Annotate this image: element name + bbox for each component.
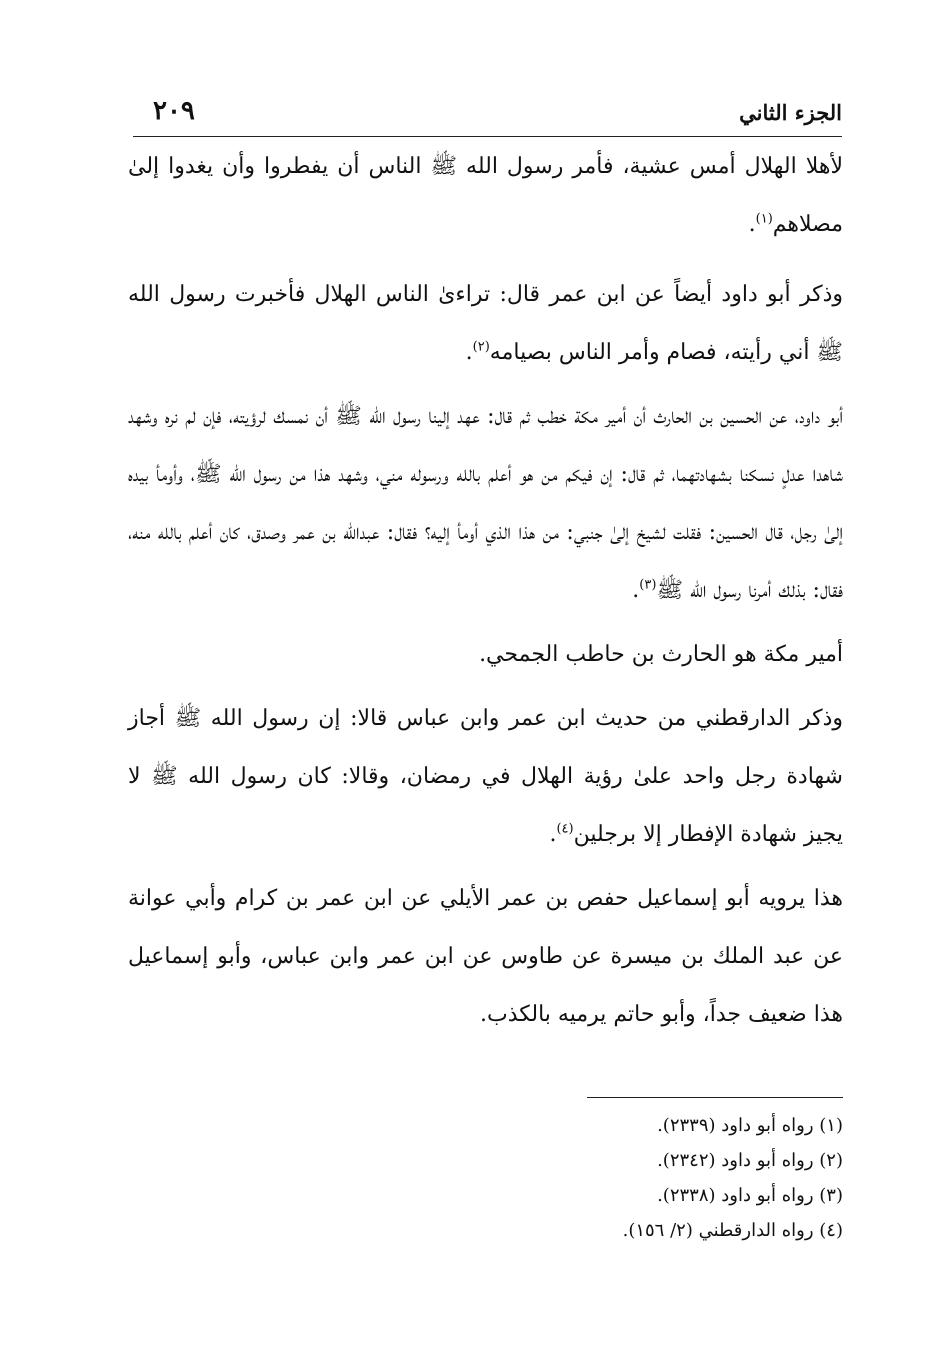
running-head: الجزء الثاني bbox=[739, 100, 842, 125]
page-number: ٢٠٩ bbox=[153, 96, 195, 126]
paragraph-text: هذا يرويه أبو إسماعيل حفص بن عمر الأيلي عن ابن عمر بن كرام وأبي عوانة عن عبد الملك بن ميسرة عن طاوس عن ابن عمر وابن عباس، وأبو إسماعيل هذا ضعيف جداً، وأبو حاتم يرميه بالكذب. bbox=[128, 886, 843, 1027]
page-header bbox=[133, 92, 842, 137]
footnote-separator bbox=[587, 1097, 843, 1098]
footnote-ref: (١) bbox=[755, 211, 773, 227]
paragraph-tail: . bbox=[632, 578, 640, 603]
paragraph bbox=[128, 138, 843, 254]
paragraph-tail: . bbox=[465, 340, 473, 365]
paragraph bbox=[128, 690, 843, 864]
paragraph-text: وذكر أبو داود أيضاً عن ابن عمر قال: تراءىٰ الناس الهلال فأخبرت رسول الله ﷺ أني رأيته، فصام وأمر الناس بصيامه bbox=[128, 282, 843, 365]
footnote-ref: (٤) bbox=[556, 821, 574, 837]
footnotes bbox=[323, 1108, 843, 1248]
footnote-ref: (٣) bbox=[639, 577, 657, 593]
footnote: (٢) رواه أبو داود (٢٣٤٢). bbox=[657, 1150, 843, 1171]
footnote: (٣) رواه أبو داود (٢٣٣٨). bbox=[657, 1185, 843, 1206]
paragraph bbox=[128, 626, 843, 684]
paragraph-text: وذكر الدارقطني من حديث ابن عمر وابن عباس قالا: إن رسول الله ﷺ أجاز شهادة رجل واحد علىٰ رؤية الهلال في رمضان، وقالا: كان رسول الله ﷺ لا يجيز شهادة الإفطار إلا برجلين bbox=[128, 706, 843, 847]
footnote: (٤) رواه الدارقطني (٢/ ١٥٦). bbox=[622, 1220, 843, 1241]
paragraph bbox=[128, 266, 843, 382]
paragraph bbox=[128, 870, 843, 1044]
paragraph-tail: . bbox=[748, 212, 756, 237]
paragraph bbox=[128, 388, 843, 620]
paragraph-text: لأهلا الهلال أمس عشية، فأمر رسول الله ﷺ الناس أن يفطروا وأن يغدوا إلىٰ مصلاهم bbox=[128, 154, 843, 237]
paragraph-tail: . bbox=[549, 822, 557, 847]
footnote-ref: (٢) bbox=[472, 339, 490, 355]
body-text bbox=[128, 138, 843, 1050]
paragraph-text: أبو داود، عن الحسين بن الحارث أن أمير مكة خطب ثم قال: عهد إلينا رسول الله ﷺ أن نمسك لرؤيته، فإن لم نره وشهد شاهدا عدلٍ نسكنا بشهادتهما، ثم قال: إن فيكم من هو أعلم بالله ورسوله مني، وشهد هذا من رسول الله ﷺ، وأومأ بيده إلىٰ رجل، قال الحسين: فقلت لشيخ إلىٰ جنبي: من هذا الذي أومأ إليه؟ فقال: عبدالله بن عمر وصدق، كان أعلم بالله منه، فقال: بذلك أمرنا رسول الله ﷺ bbox=[128, 404, 843, 603]
paragraph-text: أمير مكة هو الحارث بن حاطب الجمحي. bbox=[479, 642, 843, 667]
footnote: (١) رواه أبو داود (٢٣٣٩). bbox=[657, 1115, 843, 1136]
